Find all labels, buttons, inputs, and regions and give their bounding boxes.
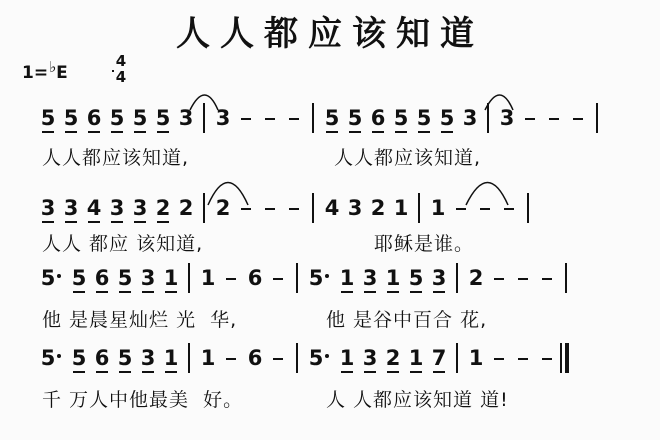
note-digit: 3 (40, 196, 56, 220)
key-prefix: 1= (22, 63, 49, 83)
note-digit: 6 (247, 266, 263, 290)
hold-dash (518, 358, 528, 360)
note-digit: 5 (416, 106, 432, 130)
note-digit: 3 (215, 106, 231, 130)
barline (565, 263, 567, 293)
lyric-line: 人人都应该知道, (334, 147, 482, 169)
note-digit: 7 (431, 346, 447, 370)
time-signature (112, 53, 130, 85)
note-digit: 1 (163, 266, 179, 290)
tie-arc (466, 183, 508, 206)
note-digit: 3 (362, 266, 378, 290)
augmentation-dot (57, 274, 61, 278)
note-digit: 3 (462, 106, 478, 130)
lyric-line: 人人都应该知道, (42, 147, 190, 169)
note-digit: 5 (439, 106, 455, 130)
note-digit: 6 (86, 106, 102, 130)
final-barline (565, 343, 569, 373)
note-digit: 5 (40, 266, 56, 290)
note-digit: 2 (468, 266, 484, 290)
note-digit: 1 (339, 266, 355, 290)
barline (203, 193, 205, 223)
barline (418, 193, 420, 223)
hold-dash (525, 118, 535, 120)
hold-dash (480, 208, 490, 210)
barline (527, 193, 529, 223)
hold-dash (273, 358, 283, 360)
note-digit: 3 (178, 106, 194, 130)
augmentation-dot (325, 274, 329, 278)
barline (596, 103, 598, 133)
flat-symbol: ♭ (49, 58, 57, 76)
note-digit: 3 (109, 196, 125, 220)
hold-dash (226, 278, 236, 280)
barline (487, 103, 489, 133)
key-note: E (56, 63, 68, 83)
note-digit: 5 (324, 106, 340, 130)
note-digit: 1 (385, 266, 401, 290)
note-digit: 3 (63, 196, 79, 220)
song-title: 人人都应该知道 (176, 14, 484, 54)
note-digit: 1 (393, 196, 409, 220)
hold-dash (241, 208, 251, 210)
note-digit: 3 (347, 196, 363, 220)
barline (312, 103, 314, 133)
lyric-line: 人 人都应该知道 道! (326, 389, 509, 411)
hold-dash (289, 208, 299, 210)
hold-dash (226, 358, 236, 360)
hold-dash (504, 208, 514, 210)
note-digit: 2 (370, 196, 386, 220)
note-digit: 1 (200, 266, 216, 290)
note-digit: 6 (94, 346, 110, 370)
note-digit: 2 (155, 196, 171, 220)
note-digit: 3 (499, 106, 515, 130)
augmentation-dot (57, 354, 61, 358)
note-digit: 5 (63, 106, 79, 130)
note-digit: 6 (94, 266, 110, 290)
note-digit: 2 (385, 346, 401, 370)
note-digit: 3 (362, 346, 378, 370)
lyric-line: 他 是谷中百合 花, (326, 309, 488, 331)
hold-dash (518, 278, 528, 280)
barline (312, 193, 314, 223)
note-digit: 1 (468, 346, 484, 370)
note-digit: 1 (408, 346, 424, 370)
hold-dash (456, 208, 466, 210)
key-signature (22, 58, 68, 83)
note-digit: 1 (430, 196, 446, 220)
note-digit: 5 (71, 346, 87, 370)
barline (188, 263, 190, 293)
barline (296, 343, 298, 373)
hold-dash (549, 118, 559, 120)
note-digit: 1 (339, 346, 355, 370)
note-digit: 5 (117, 346, 133, 370)
hold-dash (265, 118, 275, 120)
note-digit: 6 (247, 346, 263, 370)
note-digit: 5 (347, 106, 363, 130)
note-digit: 5 (155, 106, 171, 130)
note-digit: 5 (40, 106, 56, 130)
hold-dash (573, 118, 583, 120)
barline (456, 343, 458, 373)
hold-dash (542, 278, 552, 280)
note-digit: 3 (132, 196, 148, 220)
note-digit: 5 (308, 346, 324, 370)
note-digit: 5 (40, 346, 56, 370)
barline (296, 263, 298, 293)
note-digit: 5 (393, 106, 409, 130)
hold-dash (289, 118, 299, 120)
lyric-line: 他 是晨星灿烂 光 华, (42, 309, 238, 331)
hold-dash (241, 118, 251, 120)
note-digit: 5 (308, 266, 324, 290)
lyric-line: 耶稣是谁。 (374, 233, 475, 255)
note-digit: 3 (140, 266, 156, 290)
barline (188, 343, 190, 373)
note-digit: 1 (200, 346, 216, 370)
note-digit: 5 (109, 106, 125, 130)
augmentation-dot (325, 354, 329, 358)
barline (203, 103, 205, 133)
note-digit: 6 (370, 106, 386, 130)
lyric-line: 人人 都应 该知道, (42, 233, 204, 255)
note-digit: 3 (431, 266, 447, 290)
meter-top: 4 (115, 52, 127, 70)
lyric-line: 千 万人中他最美 好。 (42, 389, 244, 411)
note-digit: 5 (408, 266, 424, 290)
note-digit: 5 (117, 266, 133, 290)
hold-dash (494, 358, 504, 360)
hold-dash (273, 278, 283, 280)
note-digit: 5 (71, 266, 87, 290)
note-digit: 2 (178, 196, 194, 220)
meter-bottom: 4 (115, 68, 127, 86)
hold-dash (494, 278, 504, 280)
hold-dash (542, 358, 552, 360)
note-digit: 4 (324, 196, 340, 220)
note-digit: 5 (132, 106, 148, 130)
note-digit: 1 (163, 346, 179, 370)
hold-dash (265, 208, 275, 210)
final-barline-thin (560, 343, 562, 373)
note-digit: 4 (86, 196, 102, 220)
barline (456, 263, 458, 293)
note-digit: 2 (215, 196, 231, 220)
note-digit: 3 (140, 346, 156, 370)
